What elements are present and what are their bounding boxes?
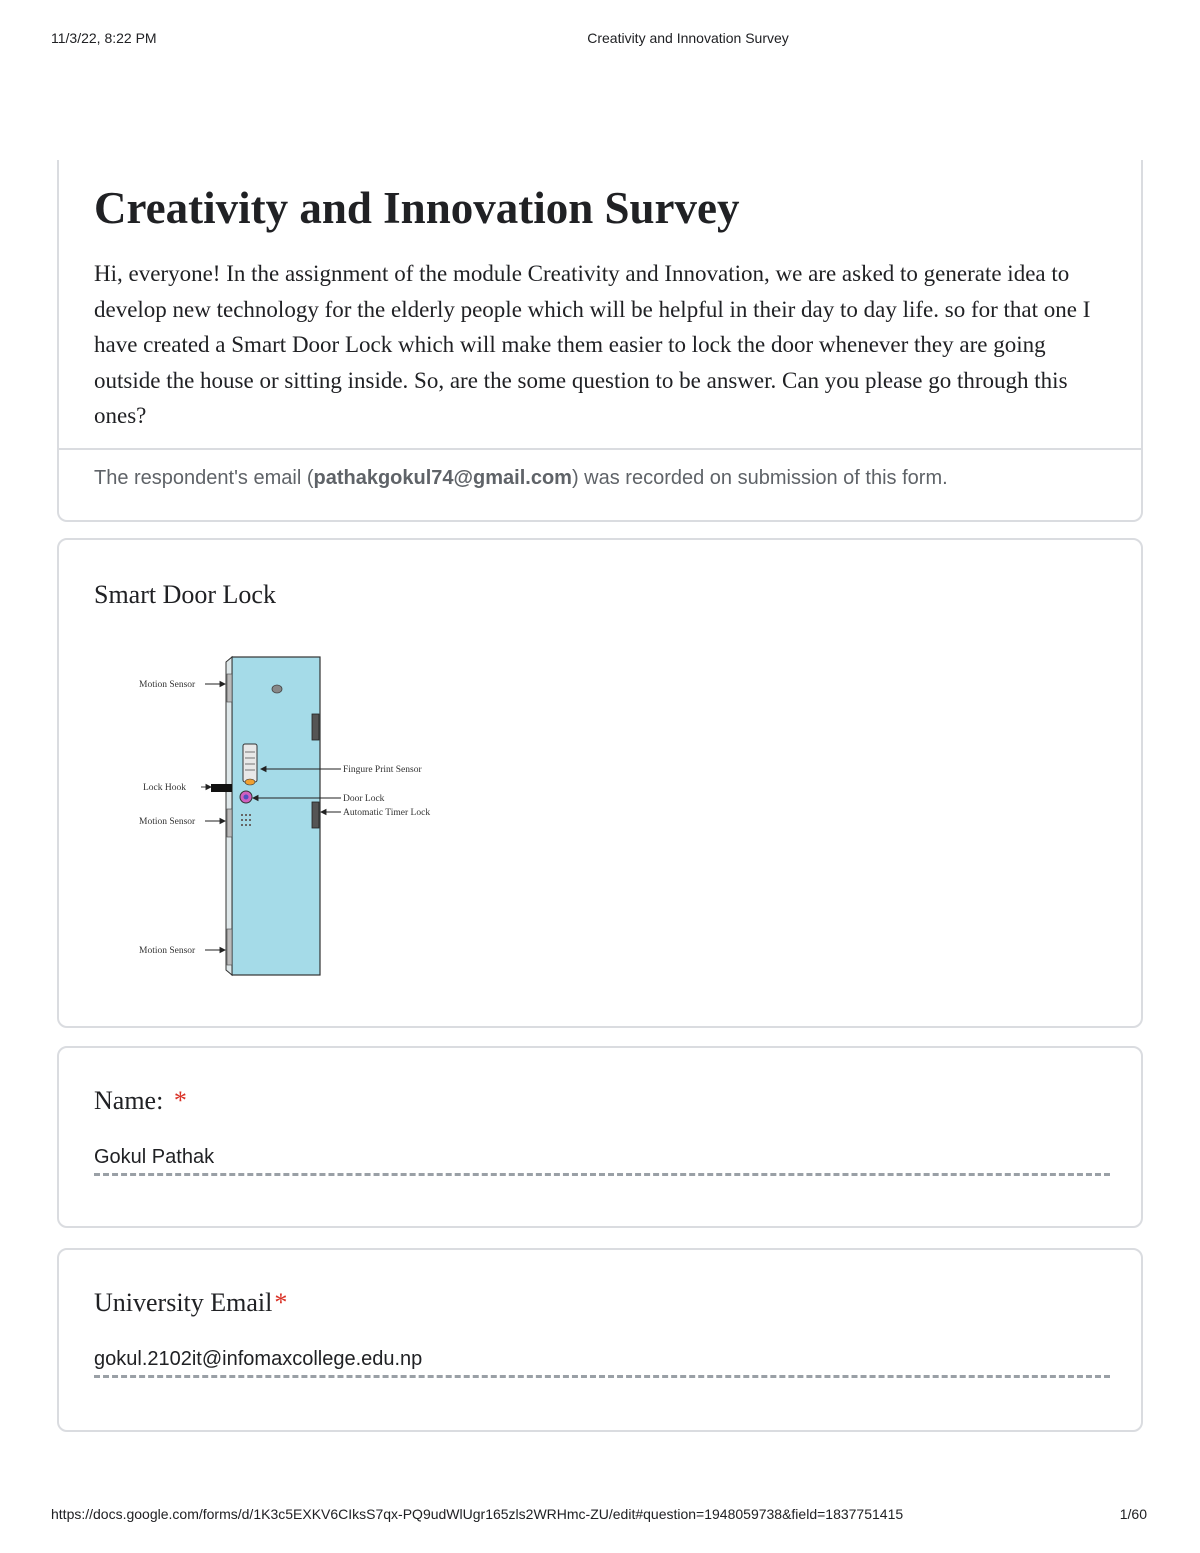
header-divider xyxy=(59,448,1141,450)
label-automatic-timer-lock: Automatic Timer Lock xyxy=(343,808,431,818)
fingerprint-sensor-icon xyxy=(243,744,257,782)
lock-hook-icon xyxy=(211,784,232,792)
label-lock-hook: Lock Hook xyxy=(143,783,187,793)
label-motion-sensor-bottom: Motion Sensor xyxy=(139,946,196,956)
smart-door-lock-section xyxy=(57,538,1143,1028)
label-door-lock: Door Lock xyxy=(343,794,385,804)
question-card-name xyxy=(57,1046,1143,1228)
email-note-suffix: ) was recorded on submission of this form. xyxy=(571,467,948,489)
motion-sensor-bottom-icon xyxy=(227,929,232,965)
print-doc-title: Creativity and Innovation Survey xyxy=(587,30,789,46)
name-answer-field[interactable]: Gokul Pathak xyxy=(94,1146,1110,1176)
label-motion-sensor-top: Motion Sensor xyxy=(139,680,196,690)
section-title: Smart Door Lock xyxy=(94,580,276,609)
hinge-top-icon xyxy=(312,714,319,740)
form-description: Hi, everyone! In the assignment of the module Creativity and Innovation, we are asked to generate idea to develop new technology for the elderly people which will be helpful in their day to day life. so for that one I have created a Smart Door Lock which will make them easier to lock the door whenever they are going outside the house or sitting inside. So, are the some question to be answer. Can you please go through this ones? xyxy=(94,261,1091,428)
email-note-prefix: The respondent's email ( xyxy=(94,467,314,489)
required-mark: * xyxy=(173,1086,187,1115)
motion-sensor-top-icon xyxy=(227,674,232,702)
question-label-name xyxy=(94,1086,187,1116)
respondent-email: pathakgokul74@gmail.com xyxy=(313,467,572,489)
smart-door-lock-diagram xyxy=(139,654,459,984)
page-number: 1/60 xyxy=(1119,1506,1147,1522)
print-date: 11/3/22, 8:22 PM xyxy=(51,30,157,46)
university-email-answer-field[interactable]: gokul.2102it@infomaxcollege.edu.np xyxy=(94,1348,1110,1378)
motion-sensor-mid-icon xyxy=(227,809,232,837)
question-card-university-email xyxy=(57,1248,1143,1432)
label-motion-sensor-mid: Motion Sensor xyxy=(139,817,196,827)
keypad-icon xyxy=(241,814,251,826)
question-label-text: Name: xyxy=(94,1086,164,1115)
question-label-university-email xyxy=(94,1288,287,1318)
peephole-icon xyxy=(272,685,282,693)
timer-lock-icon xyxy=(312,802,319,828)
question-label-text: University Email xyxy=(94,1288,273,1317)
form-header-card xyxy=(57,160,1143,522)
print-url: https://docs.google.com/forms/d/1K3c5EXKV6CIksS7qx-PQ9udWlUgr165zls2WRHmc-ZU/edit#question=1948059738&field=1837751415 xyxy=(51,1506,904,1522)
form-title: Creativity and Innovation Survey xyxy=(94,183,740,233)
print-header xyxy=(0,30,1200,50)
email-recorded-note xyxy=(94,467,948,490)
label-fingerprint-sensor: Fingure Print Sensor xyxy=(343,765,422,775)
required-mark: * xyxy=(274,1288,288,1317)
